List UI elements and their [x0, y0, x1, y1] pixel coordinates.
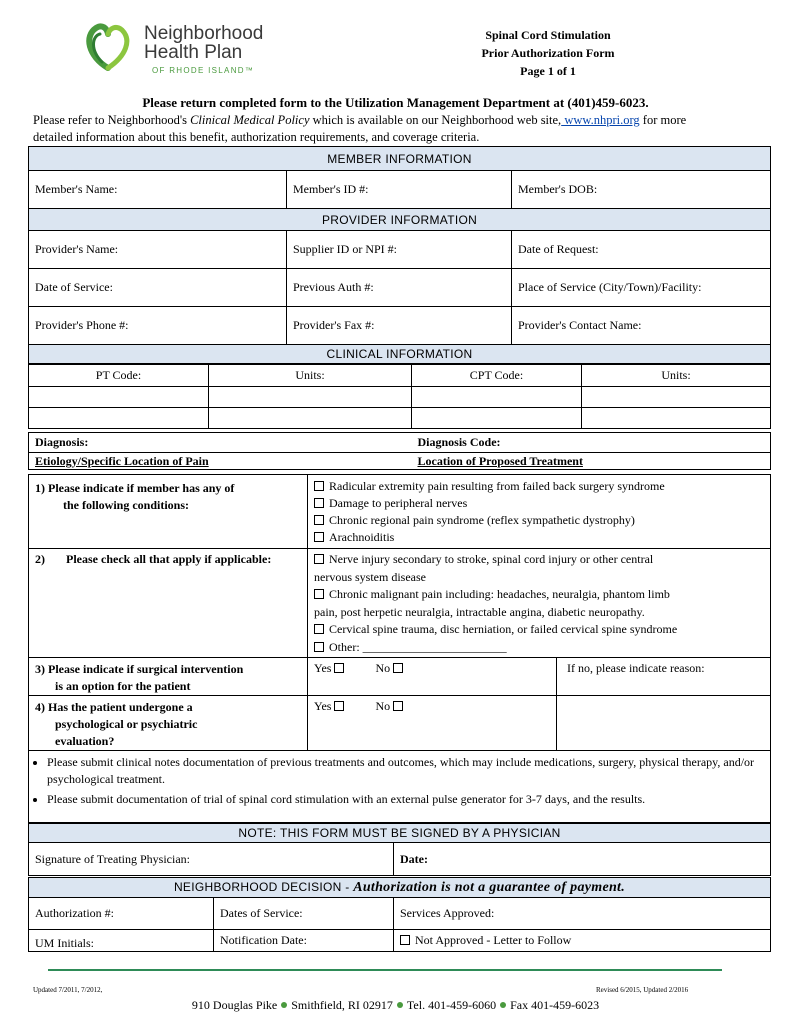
q3-reason-field[interactable]: If no, please indicate reason: [557, 658, 771, 696]
q4-label-line2: psychological or psychiatric [55, 717, 198, 731]
signature-heading: NOTE: THIS FORM MUST BE SIGNED BY A PHYSICIAN [29, 824, 771, 843]
q4-answer [308, 696, 557, 751]
q4-no-label: No [375, 699, 391, 713]
provider-heading: PROVIDER INFORMATION [29, 209, 771, 231]
q2-option-cont: pain, post herpetic neuralgia, intractable angina, diabetic neuropathy. [314, 604, 645, 619]
decision-disclaimer: Authorization is not a guarantee of payment. [353, 879, 626, 895]
q1-option[interactable] [314, 478, 764, 495]
member-dob-field[interactable]: Member's DOB: [512, 171, 771, 209]
logo-line1: Neighborhood [144, 23, 264, 44]
bullet-icon [281, 1002, 287, 1008]
note-item: • Please submit documentation of trial of spinal cord stimulation with an external pulse generator for 3-7 days, and the results. [47, 791, 764, 808]
code-cell[interactable] [582, 408, 771, 429]
bullet-icon [397, 1002, 403, 1008]
q4-yes-label: Yes [314, 699, 332, 713]
signature-date-field[interactable]: Date: [394, 843, 771, 876]
q1-option-label: Radicular extremity pain resulting from failed back surgery syndrome [329, 479, 665, 493]
q4-label [29, 696, 308, 751]
note-item: • Please submit clinical notes documentation of previous treatments and outcomes, which may include medications, surgery, physical therapy, and/or psychological treatment. [47, 754, 764, 788]
bullet-icon [500, 1002, 506, 1008]
q4-notes-field[interactable] [557, 696, 771, 751]
q2-option-cont: nervous system disease [314, 569, 426, 584]
clinical-heading: CLINICAL INFORMATION [29, 345, 771, 364]
checkbox-icon[interactable] [314, 642, 324, 652]
refer-a: Please refer to Neighborhood's [33, 113, 191, 127]
q1-options [308, 475, 771, 549]
um-initials-field[interactable]: UM Initials: [29, 930, 214, 952]
q2-option[interactable] [314, 621, 764, 639]
footer-address [0, 998, 791, 1013]
form-subtitle: Prior Authorization Form [481, 46, 615, 60]
address-street: 910 Douglas Pike [191, 998, 278, 1012]
q2-option[interactable] [314, 551, 764, 569]
checkbox-icon[interactable] [314, 481, 324, 491]
q3-no-checkbox[interactable] [393, 663, 403, 673]
q2-options [308, 549, 771, 658]
code-cell[interactable] [209, 408, 412, 429]
q3-label [29, 658, 308, 696]
code-cell[interactable] [29, 408, 209, 429]
provider-fax-field[interactable]: Provider's Fax #: [287, 307, 512, 345]
q3-yes-label: Yes [314, 661, 332, 675]
refer-c: for more [639, 113, 687, 127]
checkbox-icon[interactable] [314, 589, 324, 599]
auth-number-field[interactable]: Authorization #: [29, 898, 214, 930]
pt-code-header: PT Code: [29, 365, 209, 387]
service-date-field[interactable]: Date of Service: [29, 269, 287, 307]
not-approved-option[interactable] [394, 930, 771, 952]
q3-yes-checkbox[interactable] [334, 663, 344, 673]
decision-dates-field[interactable]: Dates of Service: [214, 898, 394, 930]
form-title: Spinal Cord Stimulation [485, 28, 611, 42]
logo-line3: OF RHODE ISLAND™ [152, 66, 255, 75]
q4-yes-checkbox[interactable] [334, 701, 344, 711]
q1-option-label: Damage to peripheral nerves [329, 496, 468, 510]
code-cell[interactable] [412, 387, 582, 408]
code-cell[interactable] [29, 387, 209, 408]
diagnosis-field[interactable]: Diagnosis: [29, 433, 412, 453]
q2-option-label: Other: ________________________ [329, 639, 507, 654]
services-approved-field[interactable]: Services Approved: [394, 898, 771, 930]
logo [80, 18, 300, 80]
code-cell[interactable] [209, 387, 412, 408]
member-id-field[interactable]: Member's ID #: [287, 171, 512, 209]
q2-option-label: Nerve injury secondary to stroke, spinal cord injury or other central [329, 552, 654, 566]
q2-option[interactable] [314, 586, 764, 604]
q3-no-label: No [375, 661, 391, 675]
q1-label-line2: the following conditions: [63, 498, 190, 512]
info-table [28, 146, 771, 364]
codes-table [28, 364, 771, 429]
notes-section [29, 751, 771, 823]
member-heading: MEMBER INFORMATION [29, 147, 771, 171]
updated-note: Updated 7/2011, 7/2012, [33, 986, 103, 994]
q3-label-line2: is an option for the patient [55, 679, 191, 693]
q1-label [29, 475, 308, 549]
location-field[interactable]: Location of Proposed Treatment [412, 453, 771, 470]
q2-label [29, 549, 308, 658]
notification-date-field[interactable]: Notification Date: [214, 930, 394, 952]
not-approved-label: Not Approved - Letter to Follow [415, 933, 572, 947]
etiology-field[interactable]: Etiology/Specific Location of Pain [29, 453, 412, 470]
q2-label-text: Please check all that apply if applicable: [66, 552, 272, 566]
checkbox-icon[interactable] [314, 554, 324, 564]
checkbox-icon[interactable] [314, 532, 324, 542]
provider-name-field[interactable]: Provider's Name: [29, 231, 287, 269]
checkbox-icon[interactable] [400, 935, 410, 945]
q2-option[interactable] [314, 639, 764, 657]
return-instructions: Please return completed form to the Utilization Management Department at (401)459-6023. [142, 95, 649, 110]
q1-option-label: Arachnoiditis [329, 530, 395, 544]
q1-option[interactable] [314, 495, 764, 512]
q1-option-label: Chronic regional pain syndrome (reflex sympathetic dystrophy) [329, 513, 635, 527]
npi-field[interactable]: Supplier ID or NPI #: [287, 231, 512, 269]
q3-label-line1: 3) Please indicate if surgical intervention [35, 662, 244, 676]
signature-table [28, 823, 771, 876]
units-header-2: Units: [582, 365, 771, 387]
address-city: Smithfield, RI 02917 [291, 998, 393, 1012]
units-header-1: Units: [209, 365, 412, 387]
q3-answer [308, 658, 557, 696]
refer-text [33, 112, 753, 146]
q2-option-label: Cervical spine trauma, disc herniation, or failed cervical spine syndrome [329, 622, 678, 636]
prev-auth-field[interactable]: Previous Auth #: [287, 269, 512, 307]
questions-table [28, 474, 771, 823]
address-tel: Tel. 401-459-6060 [406, 998, 497, 1012]
request-date-field[interactable]: Date of Request: [512, 231, 771, 269]
provider-phone-field[interactable]: Provider's Phone #: [29, 307, 287, 345]
address-fax: Fax 401-459-6023 [510, 998, 600, 1012]
page-number: Page 1 of 1 [520, 64, 576, 78]
logo-mark-icon [80, 18, 136, 74]
footer-divider [48, 969, 722, 971]
q4-label-line1: 4) Has the patient undergone a [35, 700, 193, 714]
physician-signature-field[interactable]: Signature of Treating Physician: [29, 843, 394, 876]
member-name-field[interactable]: Member's Name: [29, 171, 287, 209]
diagnosis-table [28, 432, 771, 470]
q2-number: 2) [35, 552, 45, 566]
form-header [448, 26, 648, 80]
q4-no-checkbox[interactable] [393, 701, 403, 711]
q1-option[interactable] [314, 529, 764, 546]
revised-note: Revised 6/2015, Updated 2/2016 [596, 986, 689, 994]
decision-heading [29, 878, 771, 898]
checkbox-icon[interactable] [314, 624, 324, 634]
checkbox-icon[interactable] [314, 498, 324, 508]
decision-heading-text: NEIGHBORHOOD DECISION - [173, 879, 354, 894]
provider-contact-field[interactable]: Provider's Contact Name: [512, 307, 771, 345]
code-cell[interactable] [412, 408, 582, 429]
checkbox-icon[interactable] [314, 515, 324, 525]
q1-option[interactable] [314, 512, 764, 529]
q1-label-line1: 1) Please indicate if member has any of [35, 481, 235, 495]
cpt-code-header: CPT Code: [412, 365, 582, 387]
diagnosis-code-field[interactable]: Diagnosis Code: [412, 433, 771, 453]
decision-table [28, 877, 771, 952]
website-link[interactable]: www.nhpri.org [561, 113, 640, 127]
logo-line2: Health Plan [144, 42, 243, 63]
code-cell[interactable] [582, 387, 771, 408]
q2-option-label: Chronic malignant pain including: headaches, neuralgia, phantom limb [329, 587, 670, 601]
q4-label-line3: evaluation? [55, 734, 115, 748]
place-field[interactable]: Place of Service (City/Town)/Facility: [512, 269, 771, 307]
policy-name: Clinical Medical Policy [190, 113, 310, 127]
refer-line2: detailed information about this benefit, authorization requirements, and coverage criteria. [33, 130, 480, 144]
refer-b: which is available on our Neighborhood web site, [309, 113, 562, 127]
